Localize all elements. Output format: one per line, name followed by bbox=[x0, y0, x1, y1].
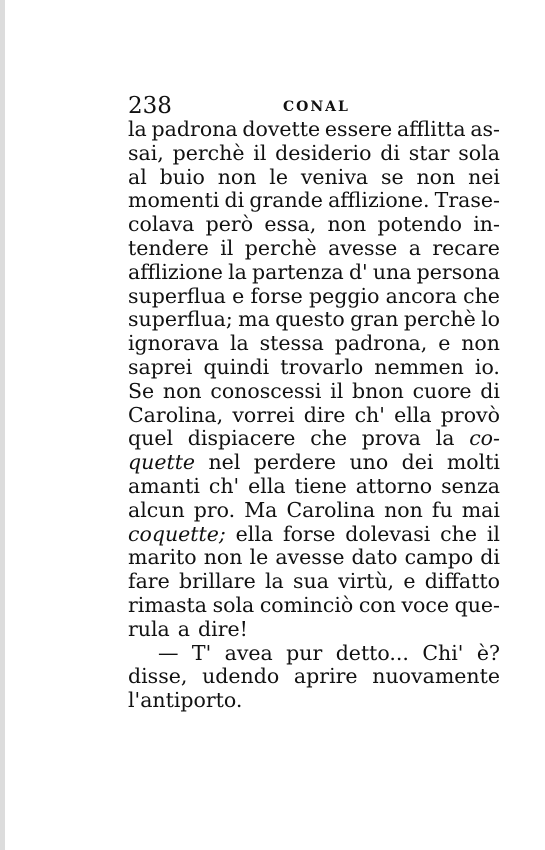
word: le bbox=[249, 545, 269, 570]
word: diffatto bbox=[424, 569, 500, 594]
word: di bbox=[380, 140, 400, 165]
word: nemmen bbox=[374, 354, 464, 379]
word: le bbox=[269, 164, 288, 189]
word: Carolina bbox=[286, 497, 376, 522]
word: partenza bbox=[252, 259, 344, 284]
word: ella bbox=[248, 473, 286, 498]
word: la bbox=[229, 331, 249, 356]
word: non bbox=[162, 378, 202, 403]
word: avesse bbox=[275, 545, 345, 570]
text-line bbox=[128, 665, 500, 689]
word: dire bbox=[303, 402, 346, 427]
text-line-last bbox=[128, 618, 500, 642]
word: ella bbox=[394, 402, 432, 427]
word: la bbox=[264, 569, 284, 594]
word: momenti bbox=[128, 188, 220, 213]
running-title: CONAL bbox=[283, 99, 350, 115]
word: di bbox=[480, 378, 500, 403]
text-line bbox=[128, 546, 500, 570]
word: dolevasi bbox=[345, 521, 431, 546]
word: padrona, bbox=[334, 331, 428, 356]
word: il bbox=[486, 521, 500, 546]
word: prova bbox=[361, 426, 421, 451]
word: non bbox=[217, 164, 257, 189]
word: l' bbox=[128, 688, 141, 713]
word: la bbox=[128, 117, 147, 141]
word: nuovamente bbox=[372, 664, 500, 689]
word: padrona bbox=[151, 117, 238, 141]
text-line-last bbox=[128, 689, 500, 713]
word: sola bbox=[458, 140, 500, 165]
text-line bbox=[128, 261, 500, 285]
word: a bbox=[408, 235, 421, 260]
word: essa, bbox=[264, 212, 317, 237]
word: vorrei bbox=[232, 402, 295, 427]
text-line bbox=[128, 166, 500, 190]
text-line bbox=[128, 142, 500, 166]
word: il bbox=[253, 140, 267, 165]
word: attorno bbox=[355, 473, 433, 498]
word: tiene bbox=[294, 473, 347, 498]
word: potendo bbox=[377, 212, 462, 237]
word: non bbox=[461, 331, 500, 356]
word: aprire bbox=[293, 664, 358, 689]
word: detto... bbox=[335, 640, 409, 665]
word: e bbox=[438, 331, 451, 356]
word: superflua bbox=[128, 283, 226, 308]
word: ma bbox=[238, 307, 270, 332]
word: non bbox=[416, 164, 456, 189]
word: il bbox=[330, 378, 344, 403]
word: pro. bbox=[193, 497, 236, 522]
word: cominciò bbox=[259, 592, 354, 617]
word: non bbox=[384, 497, 423, 522]
word: la bbox=[228, 259, 247, 284]
word: Trase- bbox=[434, 188, 500, 213]
word: ancora bbox=[385, 283, 457, 308]
italic-word: coquette; bbox=[128, 521, 226, 546]
word: una bbox=[372, 259, 412, 284]
word: ignorava bbox=[128, 331, 220, 356]
word: nel bbox=[208, 450, 241, 475]
page-number: 238 bbox=[128, 93, 172, 119]
word: forse bbox=[282, 521, 336, 546]
text-line bbox=[128, 285, 500, 309]
text-line bbox=[128, 594, 500, 618]
word: colava bbox=[128, 212, 195, 237]
word: rimasta bbox=[128, 592, 207, 617]
word: perchè bbox=[403, 307, 476, 332]
word: avesse bbox=[328, 235, 398, 260]
word: cuore bbox=[412, 378, 472, 403]
word: persona bbox=[416, 259, 500, 284]
word: dire! bbox=[198, 616, 248, 641]
word: desiderio bbox=[275, 140, 372, 165]
body-text bbox=[128, 118, 500, 713]
word: star bbox=[408, 140, 450, 165]
text-line bbox=[128, 499, 500, 523]
italic-word: co- bbox=[469, 426, 500, 451]
word: alcun bbox=[128, 497, 185, 522]
word: senza bbox=[441, 473, 500, 498]
word: voce bbox=[401, 592, 449, 617]
word: superflua; bbox=[128, 307, 233, 332]
text-line bbox=[128, 356, 500, 380]
word: disse, bbox=[128, 664, 188, 689]
word: di bbox=[224, 188, 245, 213]
word: la bbox=[435, 426, 455, 451]
text-line bbox=[128, 308, 500, 332]
word: conoscessi bbox=[210, 378, 322, 403]
word: ella bbox=[235, 521, 274, 546]
word: perchè bbox=[244, 235, 317, 260]
word: — bbox=[158, 640, 179, 665]
text-line bbox=[128, 332, 500, 356]
word: che bbox=[463, 283, 500, 308]
word: d' bbox=[348, 259, 368, 284]
word: avea bbox=[224, 640, 273, 665]
word: nei bbox=[468, 164, 500, 189]
word: che bbox=[440, 521, 477, 546]
page-edge-shadow bbox=[0, 0, 5, 850]
word: udendo bbox=[202, 664, 280, 689]
word: stessa bbox=[259, 331, 324, 356]
word: dovette bbox=[242, 117, 321, 141]
word: afflizione. bbox=[328, 188, 430, 213]
word: quel bbox=[128, 426, 174, 451]
word: che bbox=[310, 426, 348, 451]
word: Carolina, bbox=[128, 402, 224, 427]
word: saprei bbox=[128, 354, 193, 379]
italic-word: quette bbox=[128, 450, 196, 475]
text-line bbox=[128, 523, 500, 547]
word: que- bbox=[454, 592, 500, 617]
word: ch' bbox=[354, 402, 385, 427]
word: con bbox=[358, 592, 396, 617]
word: io. bbox=[474, 354, 500, 379]
word: molti bbox=[446, 450, 500, 475]
word: sola bbox=[212, 592, 255, 617]
word: questo bbox=[275, 307, 345, 332]
word: se bbox=[380, 164, 404, 189]
word: fare bbox=[128, 569, 170, 594]
word: ch' bbox=[208, 473, 240, 498]
word: fu bbox=[431, 497, 453, 522]
word: grande bbox=[249, 188, 323, 213]
word: al bbox=[128, 164, 147, 189]
word: sai, bbox=[128, 140, 164, 165]
word: e bbox=[232, 283, 245, 308]
word: non bbox=[203, 545, 243, 570]
word: è? bbox=[476, 640, 500, 665]
word: a bbox=[177, 616, 191, 641]
text-line bbox=[128, 213, 500, 237]
word: gran bbox=[350, 307, 399, 332]
word: Chi' bbox=[422, 640, 464, 665]
text-line-dialogue bbox=[128, 642, 500, 666]
word: Ma bbox=[244, 497, 278, 522]
word: il bbox=[220, 235, 234, 260]
text-line bbox=[128, 189, 500, 213]
word: afflizione bbox=[128, 259, 223, 284]
word: recare bbox=[432, 235, 500, 260]
word: brillare bbox=[178, 569, 256, 594]
text-line bbox=[128, 475, 500, 499]
word: e bbox=[403, 569, 416, 594]
word: però bbox=[205, 212, 254, 237]
word: perchè bbox=[172, 140, 245, 165]
word: bnon bbox=[351, 378, 404, 403]
word: tendere bbox=[128, 235, 209, 260]
word: buio bbox=[159, 164, 205, 189]
word: dispiacere bbox=[187, 426, 296, 451]
text-line bbox=[128, 237, 500, 261]
word: T' bbox=[191, 640, 212, 665]
word: veniva bbox=[300, 164, 369, 189]
text-line bbox=[128, 404, 500, 428]
word: uno bbox=[349, 450, 389, 475]
word: essere bbox=[324, 117, 393, 141]
word: di bbox=[480, 545, 500, 570]
word: marito bbox=[128, 545, 197, 570]
text-line bbox=[128, 570, 500, 594]
text-line bbox=[128, 427, 500, 451]
text-line bbox=[128, 118, 500, 142]
word: quindi bbox=[203, 354, 270, 379]
word: amanti bbox=[128, 473, 200, 498]
word: non bbox=[327, 212, 367, 237]
word: as- bbox=[470, 117, 500, 141]
word: peggio bbox=[309, 283, 380, 308]
word: sua bbox=[292, 569, 329, 594]
word: dei bbox=[401, 450, 434, 475]
text-line bbox=[128, 380, 500, 404]
text-line bbox=[128, 451, 500, 475]
word: provò bbox=[440, 402, 500, 427]
word: dato bbox=[351, 545, 398, 570]
word: in- bbox=[473, 212, 500, 237]
word: Se bbox=[128, 378, 155, 403]
word: trovarlo bbox=[280, 354, 364, 379]
word: rula bbox=[128, 616, 170, 641]
word: campo bbox=[404, 545, 474, 570]
word: antiporto. bbox=[140, 688, 243, 713]
word: afflitta bbox=[396, 117, 466, 141]
word: forse bbox=[250, 283, 303, 308]
word: perdere bbox=[253, 450, 337, 475]
word: mai bbox=[461, 497, 500, 522]
word: lo bbox=[481, 307, 500, 332]
word: pur bbox=[286, 640, 323, 665]
word: virtù, bbox=[338, 569, 395, 594]
